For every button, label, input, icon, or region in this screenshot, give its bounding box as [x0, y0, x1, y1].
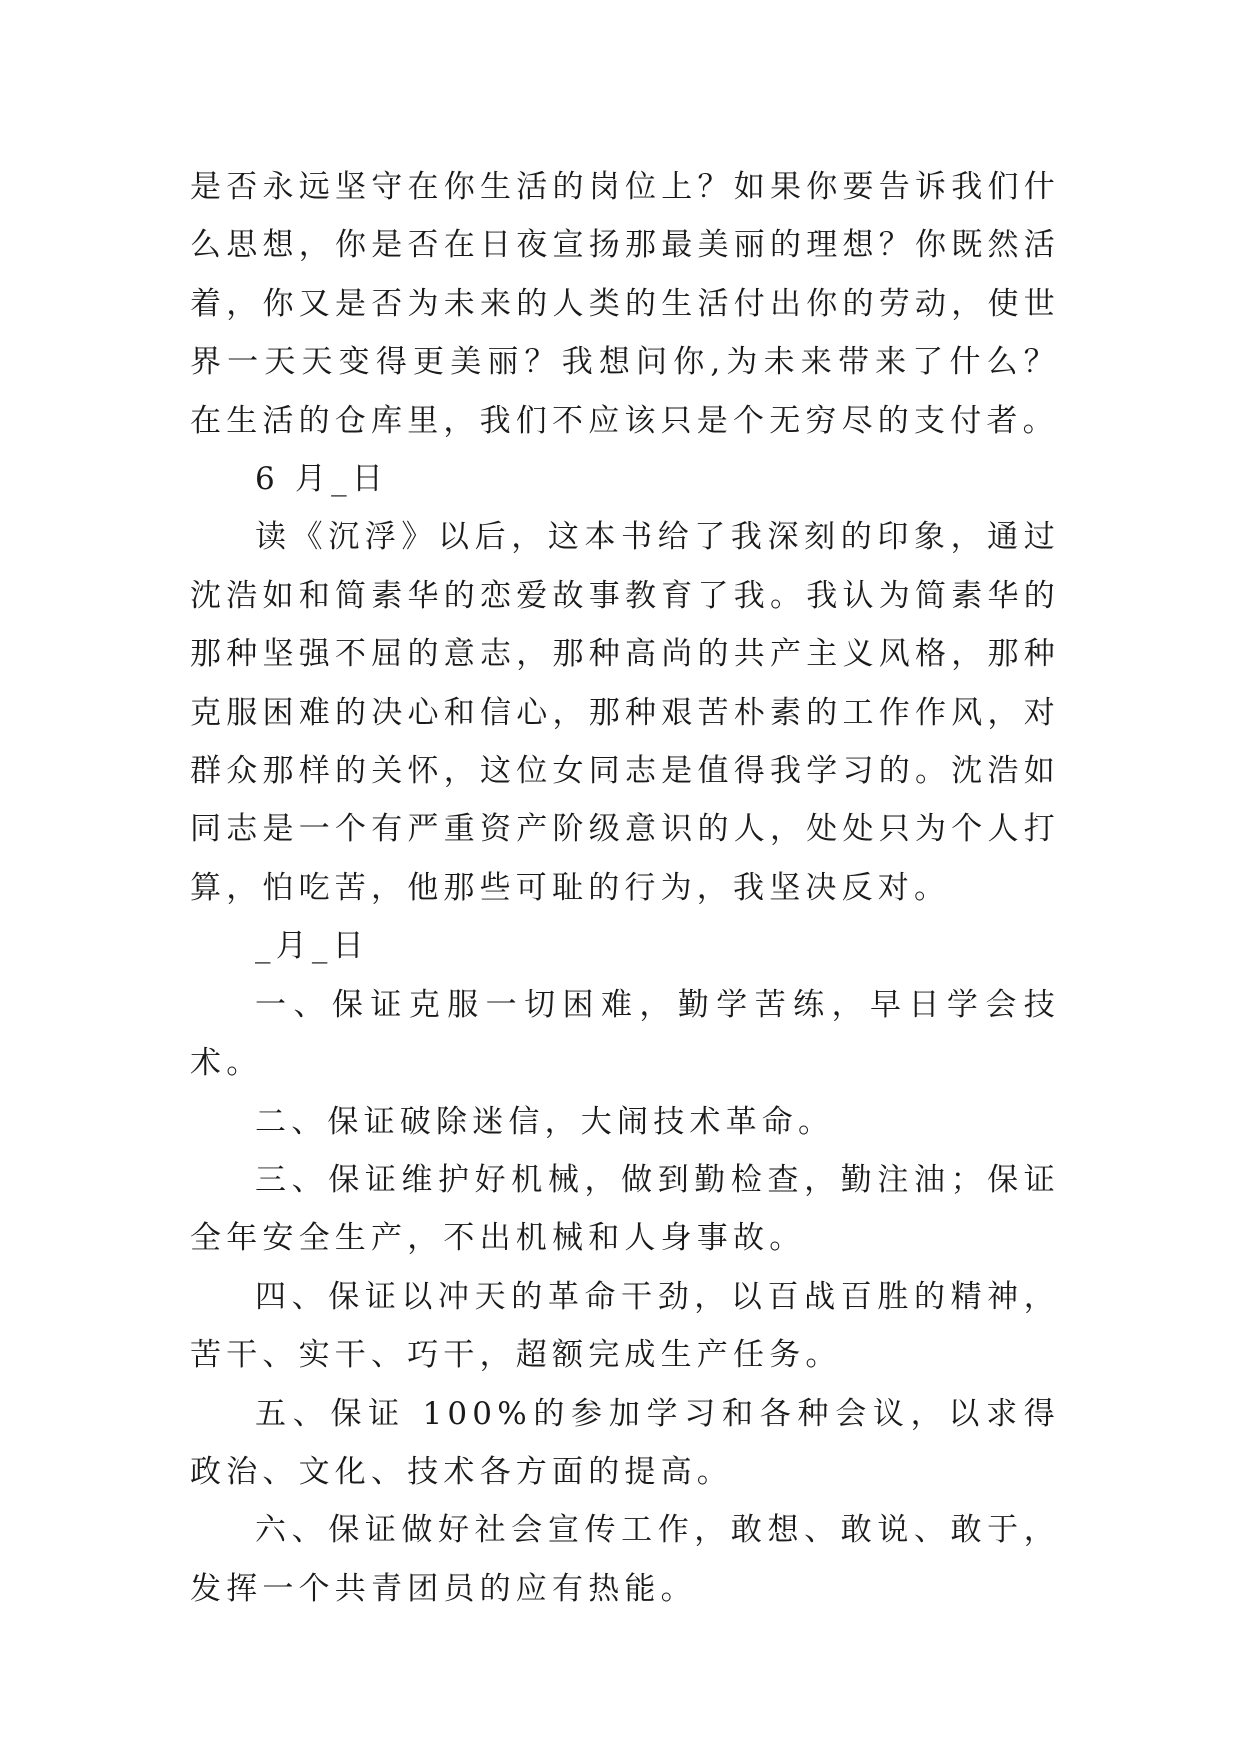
document-body — [190, 158, 1060, 1618]
pledge-item-3: 三、保证维护好机械，做到勤检查，勤注油；保证全年安全生产，不出机械和人身事故。 — [190, 1161, 1060, 1257]
paragraph-book-review: 读《沉浮》以后，这本书给了我深刻的印象，通过沈浩如和简素华的恋爱故事教育了我。我认为简素华的那种坚强不屈的意志，那种高尚的共产主义风格，那种克服困难的决心和信心，那种艰苦朴素的工作作风，对群众那样的关怀，这位女同志是值得我学习的。沈浩如同志是一个有严重资产阶级意识的人，处处只为个人打算，怕吃苦，他那些可耻的行为，我坚决反对。 — [190, 519, 1060, 906]
date-heading-blank: _月_日 — [255, 928, 369, 965]
pledge-item-1: 一、保证克服一切困难，勤学苦练，早日学会技术。 — [190, 986, 1060, 1082]
pledge-item-4: 四、保证以冲天的革命干劲，以百战百胜的精神，苦干、实干、巧干，超额完成生产任务。 — [190, 1278, 1060, 1374]
pledge-item-5: 五、保证 100%的参加学习和各种会议，以求得政治、文化、技术各方面的提高。 — [190, 1395, 1060, 1490]
date-heading-june: 6 月_日 — [255, 461, 389, 498]
paragraph-continuation: 是否永远坚守在你生活的岗位上？如果你要告诉我们什么思想，你是否在日夜宣扬那最美丽的理想？你既然活着，你又是否为未来的人类的生活付出你的劳动，使世界一天天变得更美丽？我想问你,为未来带来了什么？在生活的仓库里，我们不应该只是个无穷尽的支付者。 — [190, 169, 1060, 439]
pledge-item-6: 六、保证做好社会宣传工作，敢想、敢说、敢于，发挥一个共青团员的应有热能。 — [190, 1512, 1060, 1607]
pledge-item-2: 二、保证破除迷信，大闹技术革命。 — [255, 1103, 835, 1140]
